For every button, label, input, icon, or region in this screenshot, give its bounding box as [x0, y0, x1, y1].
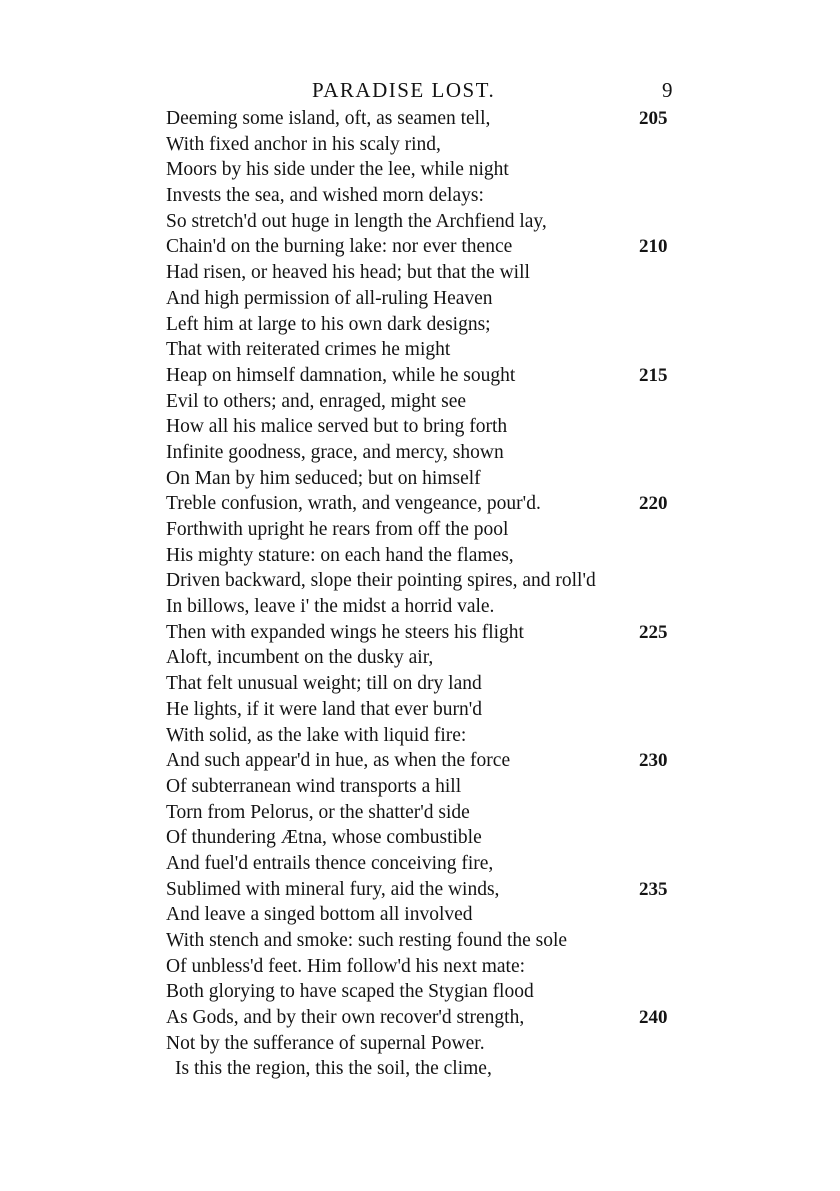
line-number: 240: [639, 1007, 668, 1029]
line-number: 215: [639, 364, 668, 386]
verse-line: [166, 132, 686, 158]
verse-line: [166, 1056, 686, 1082]
verse-line: [166, 1031, 686, 1057]
verse-text: Treble confusion, wrath, and vengeance, pour'd.: [166, 493, 541, 515]
verse-line: [166, 209, 686, 235]
verse-text: Sublimed with mineral fury, aid the winds,: [166, 878, 500, 900]
verse-line: [166, 440, 686, 466]
verse-line: [166, 877, 686, 903]
verse-line: [166, 979, 686, 1005]
verse-text: As Gods, and by their own recover'd strength,: [166, 1007, 525, 1029]
verse-line: [166, 260, 686, 286]
verse-text: Is this the region, this the soil, the clime,: [175, 1058, 492, 1080]
verse-line: [166, 645, 686, 671]
verse-text: Not by the sufferance of supernal Power.: [166, 1032, 485, 1054]
verse-text: And fuel'd entrails thence conceiving fire,: [166, 852, 494, 874]
verse-text: Of subterranean wind transports a hill: [166, 775, 462, 797]
verse-text: His mighty stature: on each hand the flames,: [166, 544, 514, 566]
line-number: 210: [639, 236, 668, 258]
verse-text: Had risen, or heaved his head; but that the will: [166, 262, 530, 284]
page-number: 9: [662, 78, 673, 102]
verse-text: Heap on himself damnation, while he sought: [166, 364, 516, 386]
verse-line: [166, 954, 686, 980]
verse-text: Driven backward, slope their pointing spires, and roll'd: [166, 570, 596, 592]
verse-line: [166, 414, 686, 440]
verse-text: And high permission of all-ruling Heaven: [166, 287, 493, 309]
verse-text: On Man by him seduced; but on himself: [166, 467, 481, 489]
verse-text: Invests the sea, and wished morn delays:: [166, 185, 484, 207]
verse-line: [166, 800, 686, 826]
verse-line: [166, 389, 686, 415]
verse-line: [166, 286, 686, 312]
verse-text: Moors by his side under the lee, while night: [166, 159, 509, 181]
verse-line: [166, 928, 686, 954]
verse-text: In billows, leave i' the midst a horrid vale.: [166, 596, 495, 618]
verse-line: [166, 851, 686, 877]
verse-text: Forthwith upright he rears from off the pool: [166, 519, 509, 540]
verse-line: [166, 312, 686, 338]
verse-line: [166, 543, 686, 569]
verse-text: How all his malice served but to bring forth: [166, 416, 508, 438]
verse-line: [166, 748, 686, 774]
verse-line: [166, 363, 686, 389]
line-number: 205: [639, 108, 668, 129]
verse-line: [166, 671, 686, 697]
verse-line: [166, 594, 686, 620]
verse-text: That with reiterated crimes he might: [166, 339, 451, 361]
verse-text: Left him at large to his own dark designs;: [166, 313, 491, 335]
verse-line: [166, 902, 686, 928]
verse-text: Torn from Pelorus, or the shatter'd side: [166, 801, 470, 823]
verse-block: [166, 106, 686, 1082]
verse-text: With stench and smoke: such resting found the sole: [166, 930, 568, 951]
verse-line: [166, 106, 686, 132]
line-number: 220: [639, 493, 668, 515]
verse-text: So stretch'd out huge in length the Archfiend lay,: [166, 210, 547, 232]
verse-line: [166, 774, 686, 800]
verse-line: [166, 825, 686, 851]
verse-text: Infinite goodness, grace, and mercy, shown: [166, 441, 504, 463]
verse-line: [166, 183, 686, 209]
verse-text: Evil to others; and, enraged, might see: [166, 390, 467, 412]
verse-text: Then with expanded wings he steers his flight: [166, 621, 524, 643]
verse-text: With solid, as the lake with liquid fire:: [166, 724, 467, 746]
verse-line: [166, 697, 686, 723]
verse-text: Aloft, incumbent on the dusky air,: [166, 647, 434, 669]
line-number: 225: [639, 621, 668, 643]
verse-line: [166, 466, 686, 492]
verse-line: [166, 568, 686, 594]
verse-text: With fixed anchor in his scaly rind,: [166, 133, 441, 155]
verse-line: [166, 517, 686, 543]
verse-line: [166, 337, 686, 363]
verse-text: He lights, if it were land that ever burn'd: [166, 698, 482, 720]
line-number: 230: [639, 750, 668, 772]
running-head: PARADISE LOST.: [312, 78, 496, 102]
verse-text: Of thundering Ætna, whose combustible: [166, 827, 482, 849]
verse-line: [166, 1005, 686, 1031]
verse-text: And such appear'd in hue, as when the force: [166, 750, 511, 772]
verse-line: [166, 234, 686, 260]
verse-text: And leave a singed bottom all involved: [166, 904, 473, 926]
verse-text: Both glorying to have scaped the Stygian flood: [166, 981, 534, 1003]
verse-text: That felt unusual weight; till on dry land: [166, 673, 482, 695]
verse-line: [166, 723, 686, 749]
verse-line: [166, 157, 686, 183]
verse-text: Chain'd on the burning lake: nor ever thence: [166, 236, 513, 258]
verse-line: [166, 491, 686, 517]
verse-text: Deeming some island, oft, as seamen tell,: [166, 108, 491, 129]
verse-line: [166, 620, 686, 646]
verse-text: Of unbless'd feet. Him follow'd his next mate:: [166, 955, 526, 977]
line-number: 235: [639, 878, 668, 900]
